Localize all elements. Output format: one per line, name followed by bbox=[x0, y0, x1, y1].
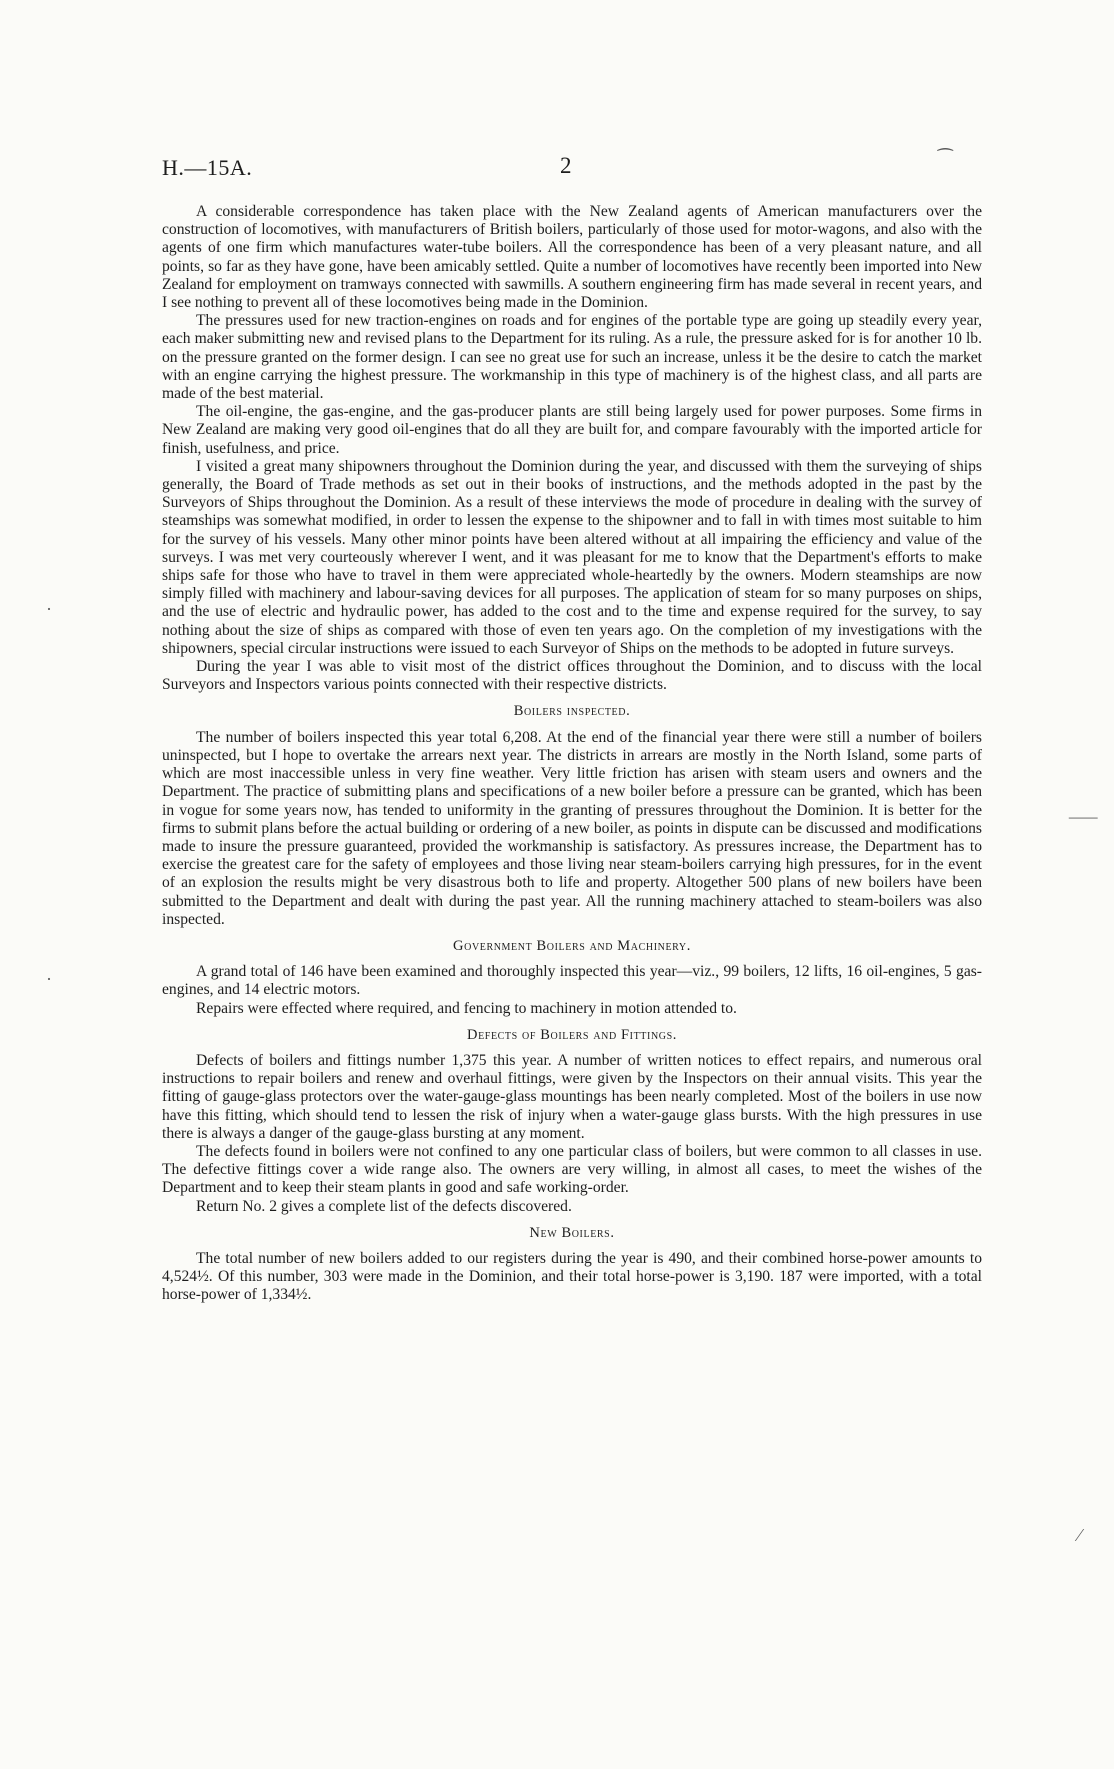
paragraph-new-boilers: The total number of new boilers added to our registers during the year is 490, and their combined horse-power amounts to 4,524½. Of this number, 303 were made in the Dominion, and their total horse-power is 3,190. 187 were imported, with a total horse-power of 1,334½. bbox=[162, 1249, 982, 1304]
paragraph-shipowners: I visited a great many shipowners throughout the Dominion during the year, and discussed with them the surveying of ships generally, the Board of Trade methods as set out in their books of instructions, and the methods adopted in the past by the Surveyors of Ships throughout the Dominion. As a result of these interviews the mode of procedure in dealing with the survey of steamships was somewhat modified, in order to lessen the expense to the shipowner and to fall in with times most suitable to him for the survey of his vessels. Many other minor points have been altered without at all impairing the efficiency and value of the surveys. I was met very courteously wherever I went, and it was pleasant for me to know that the Department's efforts to make ships safe for those who have to travel in them were appreciated whole-heartedly by the owners. Modern steamships are now simply filled with machinery and labour-saving devices for all purposes. The application of steam for so many purposes on ships, and the use of electric and hydraulic power, has added to the cost and to the time and expense required for the survey, to say nothing about the size of ships as compared with those of even ten years ago. On the completion of my investigations with the shipowners, special circular instructions were issued to each Surveyor of Ships on the methods to be adopted in future surveys. bbox=[162, 457, 982, 657]
page-header bbox=[162, 155, 982, 189]
margin-tick-mark: ⸺ bbox=[1068, 807, 1099, 827]
document-code: H.—15A. bbox=[162, 155, 253, 180]
paragraph-government-repairs: Repairs were effected where required, and fencing to machinery in motion attended to. bbox=[196, 999, 737, 1017]
scan-speck-mark: · bbox=[46, 969, 52, 989]
paragraph-defects-return: Return No. 2 gives a complete list of the defects discovered. bbox=[196, 1197, 572, 1215]
margin-tick-mark: ⁄ bbox=[1078, 1525, 1082, 1545]
paragraph-defects-number: Defects of boilers and fittings number 1,375 this year. A number of written notices to effect repairs, and numerous oral instructions to repair boilers and renew and overhaul fittings, were given by the Inspectors on their annual visits. This year the fitting of gauge-glass protectors over the water-gauge-glass mountings has been nearly completed. Most of the boilers in use now have this fitting, which should tend to lessen the risk of injury when a water-gauge glass bursts. With the high pressures in use there is always a danger of the gauge-glass bursting at any moment. bbox=[162, 1051, 982, 1142]
margin-tick-mark: ⁀ bbox=[938, 149, 953, 169]
heading-new-boilers: New Boilers. bbox=[529, 1224, 615, 1241]
heading-boilers-inspected: Boilers inspected. bbox=[513, 703, 631, 720]
paragraph-locomotives: A considerable correspondence has taken place with the New Zealand agents of American manufacturers over the construction of locomotives, with manufacturers of British boilers, particularly of those used for motor-wagons, and also with the agents of one firm which manufactures water-tube boilers. All the correspondence has been of a very pleasant nature, and all points, so far as they have gone, have been amicably settled. Quite a number of locomotives have recently been imported into New Zealand for employment on tramways connected with sawmills. A southern engineering firm has made several in recent years, and I see nothing to prevent all of these locomotives being made in the Dominion. bbox=[162, 203, 982, 312]
paragraph-oil-engines: The oil-engine, the gas-engine, and the gas-producer plants are still being largely used for power purposes. Some firms in New Zealand are making very good oil-engines that do all they are built for, and compare favourably with the imported article for finish, usefulness, and price. bbox=[162, 403, 982, 457]
paragraph-district-offices: During the year I was able to visit most of the district offices throughout the Dominion, and to discuss with the local Surveyors and Inspectors various points connected with their respective districts. bbox=[162, 658, 982, 694]
paragraph-government-total: A grand total of 146 have been examined and thoroughly inspected this year—viz., 99 boilers, 12 lifts, 16 oil-engines, 5 gas-engines, and 14 electric motors. bbox=[162, 963, 982, 999]
paragraph-traction-engines: The pressures used for new traction-engines on roads and for engines of the portable type are going up steadily every year, each maker submitting new and revised plans to the Department for its ruling. As a rule, the pressure asked for is for another 10 lb. on the pressure granted on the former design. I can see no great use for such an increase, unless it be the desire to catch the market with an engine carrying the highest pressure. The workmanship in this type of machinery is of the highest class, and all parts are made of the best material. bbox=[162, 312, 982, 403]
heading-government-boilers: Government Boilers and Machinery. bbox=[453, 937, 691, 954]
paragraph-defects-classes: The defects found in boilers were not confined to any one particular class of boilers, but were common to all classes in use. The defective fittings cover a wide range also. The owners are very willing, in almost all cases, to meet the wishes of the Department and to keep their steam plants in good and safe working-order. bbox=[162, 1142, 982, 1197]
paragraph-boilers-inspected: The number of boilers inspected this year total 6,208. At the end of the financial year there were still a number of boilers uninspected, but I hope to overtake the arrears next year. The districts in arrears are mostly in the North Island, some parts of which are most inaccessible unless in very fine weather. Very little friction has arisen with steam users and owners and the Department. The practice of submitting plans and specifications of a new boiler before a pressure can be granted, which has been in vogue for some years now, has tended to uniformity in the granting of pressures throughout the Dominion. It is better for the firms to submit plans before the actual building or ordering of a new boiler, as points in dispute can be discussed and modifications made to insure the pressure guaranteed, provided the workmanship is satisfactory. As pressures increase, the Department has to exercise the greatest care for the safety of employees and those living near steam-boilers carrying high pressures, for in the event of an explosion the results might be very disastrous both to life and property. Altogether 500 plans of new boilers have been submitted to the Department and dealt with during the past year. All the running machinery attached to steam-boilers was also inspected. bbox=[162, 728, 982, 928]
heading-defects: Defects of Boilers and Fittings. bbox=[467, 1026, 677, 1043]
body-text bbox=[162, 203, 982, 1305]
scan-speck-mark: · bbox=[46, 599, 52, 619]
page-number: 2 bbox=[560, 153, 572, 178]
